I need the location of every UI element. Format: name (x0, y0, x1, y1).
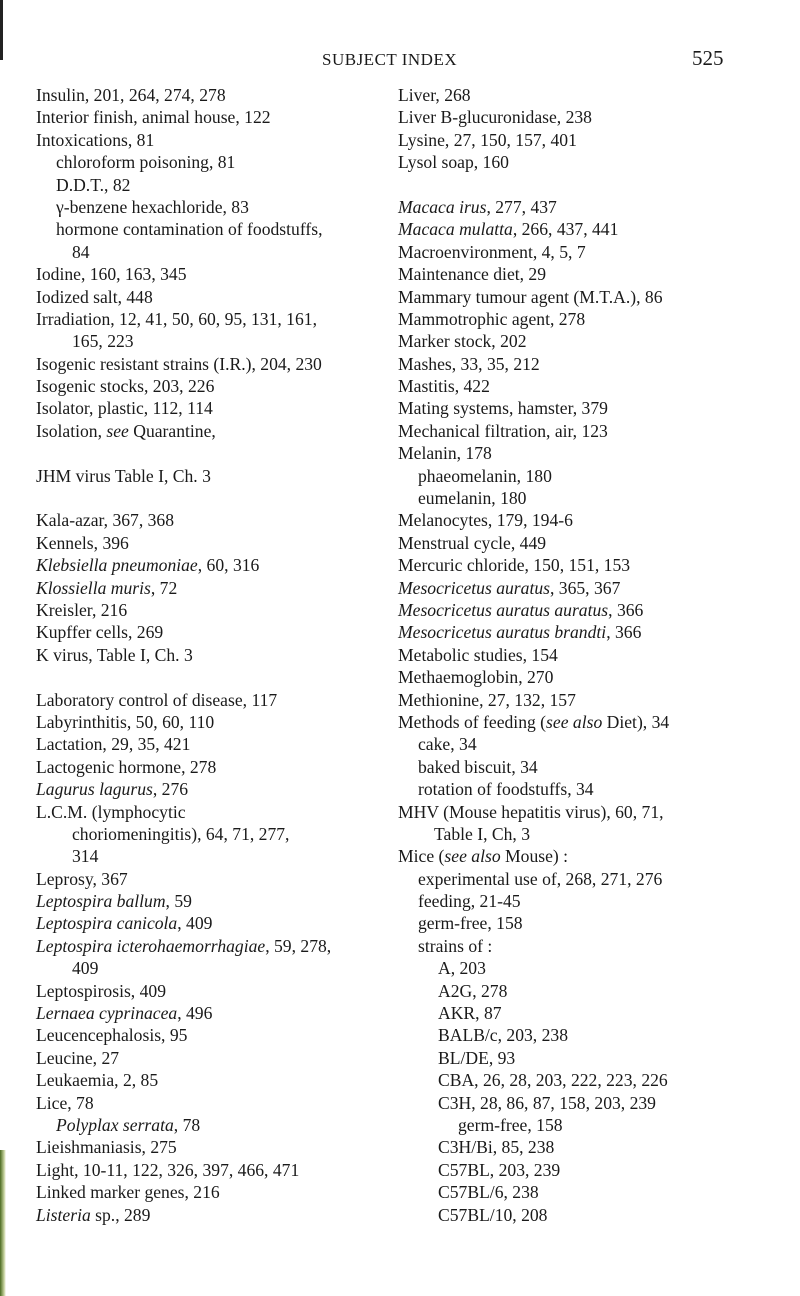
index-entry (398, 689, 798, 711)
entry-text: Metabolic studies, 154 (398, 644, 558, 665)
entry-text: Laboratory control of disease, 117 (36, 689, 278, 710)
entry-text: BALB/c, 203, 238 (438, 1025, 568, 1046)
entry-text: K virus, Table I, Ch. 3 (36, 644, 193, 665)
entry-text: Menstrual cycle, 449 (398, 532, 547, 553)
index-subentry (36, 151, 398, 173)
page-header (0, 46, 800, 76)
entry-text: germ-free, 158 (418, 913, 523, 934)
index-entry (36, 353, 398, 375)
entry-text: 409 (72, 958, 99, 979)
entry-text: Labyrinthitis, 50, 60, 110 (36, 711, 215, 732)
index-subentry (398, 1114, 798, 1136)
entry-text: Table I, Ch, 3 (434, 823, 531, 844)
index-entry (398, 397, 798, 419)
entry-text: Melanocytes, 179, 194-6 (398, 510, 573, 531)
entry-text: Isolator, plastic, 112, 114 (36, 398, 213, 419)
index-entry-continuation (36, 241, 398, 263)
entry-text: Methionine, 27, 132, 157 (398, 689, 576, 710)
index-entry (398, 375, 798, 397)
entry-text: C3H, 28, 86, 87, 158, 203, 239 (438, 1092, 656, 1113)
index-entry (398, 263, 798, 285)
index-subentry (398, 912, 798, 934)
entry-text: Leucencephalosis, 95 (36, 1025, 188, 1046)
entry-text: Irradiation, 12, 41, 50, 60, 95, 131, 161, (36, 308, 317, 329)
page-number: 525 (692, 46, 724, 70)
entry-text: γ-benzene hexachloride, 83 (56, 196, 249, 217)
index-entry (36, 711, 398, 733)
entry-text: JHM virus Table I, Ch. 3 (36, 465, 211, 486)
italic-text: Leptospira ballum (36, 891, 166, 912)
index-entry (398, 286, 798, 308)
index-entry (36, 84, 398, 106)
index-entry (398, 554, 798, 576)
index-entry-continuation (36, 823, 398, 845)
entry-text: Maintenance diet, 29 (398, 264, 547, 285)
entry-text: Iodine, 160, 163, 345 (36, 264, 187, 285)
entry-text: Intoxications, 81 (36, 129, 155, 150)
index-entry (36, 778, 398, 800)
entry-text: Macroenvironment, 4, 5, 7 (398, 241, 586, 262)
entry-text: Mastitis, 422 (398, 376, 490, 397)
entry-text: Lysol soap, 160 (398, 152, 509, 173)
index-subentry (398, 1136, 798, 1158)
entry-text: eumelanin, 180 (418, 488, 527, 509)
entry-text: CBA, 26, 28, 203, 222, 223, 226 (438, 1070, 668, 1091)
entry-spacer (36, 666, 398, 688)
index-subentry (398, 1092, 798, 1114)
index-entry (398, 666, 798, 688)
entry-text: , 72 (150, 577, 178, 598)
entry-text: , 59, 278, (265, 935, 332, 956)
entry-text: Lysine, 27, 150, 157, 401 (398, 129, 577, 150)
index-subentry (398, 935, 798, 957)
index-entry (398, 196, 798, 218)
entry-text: Iodized salt, 448 (36, 286, 153, 307)
entry-text: 314 (72, 846, 99, 867)
index-subentry (398, 465, 798, 487)
entry-text: A2G, 278 (438, 980, 508, 1001)
italic-text: Leptospira icterohaemorrhagiae (36, 935, 266, 956)
entry-text: Mammotrophic agent, 278 (398, 308, 586, 329)
index-entry-continuation (36, 957, 398, 979)
index-entry (36, 420, 398, 442)
index-subentry (398, 1069, 798, 1091)
index-entry (36, 621, 398, 643)
entry-text: Methaemoglobin, 270 (398, 667, 554, 688)
entry-text: Mashes, 33, 35, 212 (398, 353, 540, 374)
entry-text: 165, 223 (72, 331, 134, 352)
entry-text: , 366 (606, 622, 642, 643)
index-entry (36, 756, 398, 778)
index-entry (398, 845, 798, 867)
entry-text: Liver, 268 (398, 85, 471, 105)
entry-text: feeding, 21-45 (418, 891, 521, 912)
index-subentry (398, 733, 798, 755)
index-entry (398, 106, 798, 128)
entry-text: Lice, 78 (36, 1092, 94, 1113)
index-entry (398, 353, 798, 375)
index-entry (398, 218, 798, 240)
entry-text: C57BL/6, 238 (438, 1182, 539, 1203)
index-entry (36, 644, 398, 666)
italic-text: see (106, 420, 129, 441)
index-column-left (36, 84, 398, 1226)
index-entry (36, 532, 398, 554)
index-subentry (398, 1159, 798, 1181)
index-subentry (398, 957, 798, 979)
index-entry (36, 375, 398, 397)
index-entry (398, 442, 798, 464)
entry-text: , 277, 437 (486, 196, 557, 217)
entry-text: , 496 (177, 1003, 213, 1024)
entry-spacer (398, 174, 798, 196)
index-entry (36, 1024, 398, 1046)
entry-text: Kupffer cells, 269 (36, 622, 164, 643)
index-subentry (36, 196, 398, 218)
entry-text: Mouse) : (500, 846, 569, 867)
italic-text: Lagurus lagurus (36, 779, 153, 800)
entry-text: germ-free, 158 (458, 1114, 563, 1135)
entry-text: Lactation, 29, 35, 421 (36, 734, 191, 755)
entry-spacer (36, 442, 398, 464)
index-entry (398, 509, 798, 531)
index-entry (398, 621, 798, 643)
index-entry (398, 420, 798, 442)
entry-text: Linked marker genes, 216 (36, 1182, 220, 1203)
entry-text: Lactogenic hormone, 278 (36, 756, 217, 777)
index-entry (398, 129, 798, 151)
running-head: SUBJECT INDEX (322, 50, 458, 69)
index-entry (36, 1136, 398, 1158)
entry-text: Kennels, 396 (36, 532, 129, 553)
entry-text: Isolation, (36, 420, 107, 441)
entry-text: experimental use of, 268, 271, 276 (418, 868, 663, 889)
entry-text: baked biscuit, 34 (418, 756, 538, 777)
entry-text: BL/DE, 93 (438, 1047, 516, 1068)
index-entry (398, 308, 798, 330)
index-subentry (398, 1181, 798, 1203)
entry-text: AKR, 87 (438, 1003, 502, 1024)
entry-text: Melanin, 178 (398, 443, 492, 464)
index-subentry (398, 1204, 798, 1226)
entry-text: 84 (72, 241, 90, 262)
entry-text: L.C.M. (lymphocytic (36, 801, 186, 822)
entry-text: choriomeningitis), 64, 71, 277, (72, 823, 290, 844)
index-entry (398, 577, 798, 599)
index-entry (36, 1002, 398, 1024)
entry-text: Leucine, 27 (36, 1047, 120, 1068)
entry-text: Liver B-glucuronidase, 238 (398, 107, 592, 128)
entry-text: , 366 (608, 599, 644, 620)
page-edge-stain (0, 1150, 6, 1296)
index-entry (36, 263, 398, 285)
entry-text: cake, 34 (418, 734, 477, 755)
entry-text: C57BL/10, 208 (438, 1204, 548, 1225)
index-subentry (398, 890, 798, 912)
index-entry (36, 868, 398, 890)
entry-text: Kala-azar, 367, 368 (36, 510, 175, 531)
entry-text: Mechanical filtration, air, 123 (398, 420, 608, 441)
entry-text: Mating systems, hamster, 379 (398, 398, 608, 419)
index-entry (398, 711, 798, 733)
index-subentry (398, 756, 798, 778)
entry-text: Isogenic resistant strains (I.R.), 204, 230 (36, 353, 322, 374)
entry-text: , 409 (177, 913, 213, 934)
index-entry-continuation (398, 823, 798, 845)
entry-text: C57BL, 203, 239 (438, 1159, 561, 1180)
italic-text: Mesocricetus auratus (398, 577, 550, 598)
entry-text: Mice ( (398, 846, 445, 867)
index-entry (398, 644, 798, 666)
entry-text: Quarantine, (128, 420, 216, 441)
entry-text: D.D.T., 82 (56, 174, 131, 195)
entry-text: Mercuric chloride, 150, 151, 153 (398, 555, 631, 576)
index-entry (36, 1181, 398, 1203)
index-subentry (398, 980, 798, 1002)
index-entry (36, 890, 398, 912)
index-subentry (398, 868, 798, 890)
entry-text: Lieishmaniasis, 275 (36, 1137, 177, 1158)
index-entry (36, 599, 398, 621)
index-entry (36, 1159, 398, 1181)
index-entry (36, 1204, 398, 1226)
entry-text: Light, 10-11, 122, 326, 397, 466, 471 (36, 1159, 300, 1180)
entry-text: rotation of foodstuffs, 34 (418, 779, 594, 800)
index-entry (36, 577, 398, 599)
index-entry (36, 465, 398, 487)
index-entry-continuation (36, 330, 398, 352)
index-subentry (398, 487, 798, 509)
italic-text: Polyplax serrata (56, 1114, 174, 1135)
entry-text: , 266, 437, 441 (512, 219, 619, 240)
index-entry (398, 801, 798, 823)
index-entry (36, 106, 398, 128)
entry-text: , 59 (165, 891, 192, 912)
index-entry (36, 308, 398, 330)
entry-text: sp., 289 (90, 1204, 151, 1225)
entry-text: Interior finish, animal house, 122 (36, 107, 271, 128)
entry-text: hormone contamination of foodstuffs, (56, 219, 323, 240)
index-entry (36, 129, 398, 151)
italic-text: Mesocricetus auratus auratus (398, 599, 609, 620)
index-entry (36, 935, 398, 957)
index-entry (36, 733, 398, 755)
entry-text: Marker stock, 202 (398, 331, 527, 352)
index-subentry (398, 778, 798, 800)
index-entry (36, 801, 398, 823)
italic-text: Klebsiella pneumoniae (36, 555, 198, 576)
index-entry (398, 330, 798, 352)
italic-text: Listeria (36, 1204, 91, 1225)
entry-text: MHV (Mouse hepatitis virus), 60, 71, (398, 801, 664, 822)
italic-text: see also (546, 711, 603, 732)
index-entry (398, 599, 798, 621)
entry-text: Diet), 34 (602, 711, 670, 732)
entry-text: chloroform poisoning, 81 (56, 152, 236, 173)
index-entry (398, 84, 798, 106)
entry-text: , 78 (173, 1114, 201, 1135)
entry-text: Leptospirosis, 409 (36, 980, 166, 1001)
italic-text: Macaca mulatta (398, 219, 513, 240)
entry-text: C3H/Bi, 85, 238 (438, 1137, 555, 1158)
entry-text: , 60, 316 (197, 555, 260, 576)
index-entry (36, 980, 398, 1002)
entry-spacer (36, 487, 398, 509)
index-entry (398, 532, 798, 554)
index-subentry (398, 1002, 798, 1024)
entry-text: Leukaemia, 2, 85 (36, 1070, 159, 1091)
index-entry (36, 912, 398, 934)
italic-text: Mesocricetus auratus brandti (398, 622, 607, 643)
entry-text: , 365, 367 (549, 577, 621, 598)
index-subentry (36, 174, 398, 196)
index-subentry (398, 1047, 798, 1069)
entry-text: A, 203 (438, 958, 486, 979)
index-entry (36, 509, 398, 531)
entry-text: strains of : (418, 935, 493, 956)
index-subentry (36, 218, 398, 240)
index-subentry (398, 1024, 798, 1046)
entry-text: phaeomelanin, 180 (418, 465, 552, 486)
index-entry (36, 286, 398, 308)
entry-text: Insulin, 201, 264, 274, 278 (36, 85, 226, 105)
index-entry (36, 554, 398, 576)
entry-text: Isogenic stocks, 203, 226 (36, 376, 215, 397)
index-entry (398, 241, 798, 263)
italic-text: Lernaea cyprinacea (36, 1003, 178, 1024)
index-column-right (398, 84, 798, 1226)
index-subentry (36, 1114, 398, 1136)
index-entry (36, 397, 398, 419)
italic-text: Macaca irus (398, 196, 487, 217)
entry-text: Leprosy, 367 (36, 868, 128, 889)
entry-text: Mammary tumour agent (M.T.A.), 86 (398, 286, 663, 307)
index-entry (36, 1069, 398, 1091)
italic-text: Klossiella muris (36, 577, 151, 598)
entry-text: , 276 (152, 779, 189, 800)
entry-text: Methods of feeding ( (398, 711, 547, 732)
index-entry (398, 151, 798, 173)
index-entry (36, 689, 398, 711)
italic-text: see also (444, 846, 501, 867)
italic-text: Leptospira canicola (36, 913, 178, 934)
index-entry (36, 1092, 398, 1114)
index-entry-continuation (36, 845, 398, 867)
entry-text: Kreisler, 216 (36, 599, 128, 620)
index-entry (36, 1047, 398, 1069)
